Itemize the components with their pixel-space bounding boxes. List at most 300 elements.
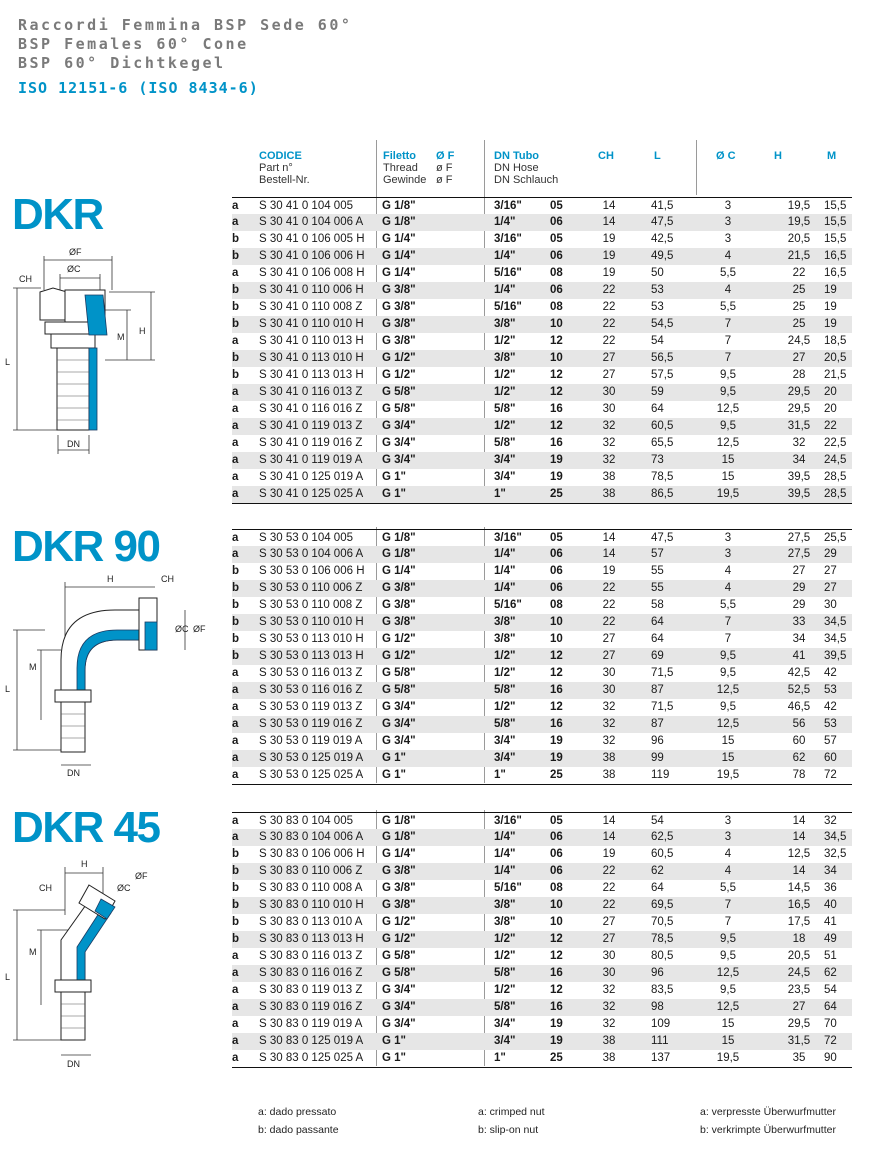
cell-ch: 27 [602,916,616,928]
cell-code: S 30 53 0 116 016 Z [259,684,363,696]
header-codice: CODICE Part n° Bestell-Nr. [259,150,310,186]
cell-tube: 1" [494,769,506,781]
cell-oc: 4 [724,582,732,594]
cell-l: 64 [651,882,664,894]
table-row [232,384,852,401]
cell-dn: 06 [550,831,563,843]
cell-l: 54 [651,335,664,347]
table-row [232,469,852,486]
cell-dn: 06 [550,548,563,560]
cell-tube: 3/4" [494,1035,516,1047]
cell-oc: 4 [724,250,732,262]
cell-thread: G 1/2" [382,933,416,945]
cell-code: S 30 41 0 116 013 Z [259,386,363,398]
label-ch: CH [39,883,52,893]
cell-ch: 27 [602,369,616,381]
cell-tube: 1/2" [494,933,516,945]
cell-ch: 14 [602,200,616,212]
cell-thread: G 1/2" [382,369,416,381]
cell-m: 28,5 [824,471,847,483]
cell-l: 83,5 [651,984,674,996]
cell-l: 70,5 [651,916,674,928]
cell-code: S 30 53 0 110 008 Z [259,599,363,611]
cell-ch: 22 [602,899,616,911]
cell-type: a [232,403,239,415]
legend-italian: a: dado pressato b: dado passante [258,1106,339,1136]
cell-thread: G 5/8" [382,684,416,696]
cell-ch: 38 [602,488,616,500]
cell-thread: G 5/8" [382,967,416,979]
cell-m: 51 [824,950,837,962]
table-row [232,982,852,999]
cell-code: S 30 83 0 104 006 A [259,831,364,843]
cell-type: a [232,1035,239,1047]
cell-m: 32 [824,815,837,827]
cell-thread: G 5/8" [382,950,416,962]
cell-m: 42 [824,701,837,713]
cell-thread: G 3/8" [382,865,416,877]
cell-h: 12,5 [787,848,811,860]
cell-h: 14 [792,815,806,827]
cell-dn: 10 [550,318,563,330]
cell-type: a [232,967,239,979]
table-row [232,733,852,750]
label-l: L [5,357,11,367]
cell-oc: 15 [721,735,735,747]
cell-h: 56 [792,718,806,730]
cell-h: 28 [792,369,806,381]
table-row [232,197,852,215]
cell-m: 57 [824,735,837,747]
cell-oc: 19,5 [716,769,740,781]
cell-m: 29 [824,548,837,560]
table-row [232,1016,852,1033]
title-german: BSP 60° Dichtkegel [18,54,226,72]
cell-l: 54 [651,815,664,827]
cell-tube: 3/16" [494,815,522,827]
cell-h: 20,5 [787,233,811,245]
cell-m: 34 [824,865,837,877]
cell-h: 29 [792,599,806,611]
table-row [232,614,852,631]
cell-oc: 19,5 [716,488,740,500]
cell-code: S 30 83 0 119 013 Z [259,984,363,996]
label-of: ØF [135,871,148,881]
cell-tube: 1" [494,1052,506,1064]
cell-h: 14,5 [787,882,811,894]
cell-oc: 7 [724,352,732,364]
cell-l: 58 [651,599,664,611]
cell-dn: 16 [550,437,563,449]
label-oc: ØC [67,264,81,274]
cell-l: 71,5 [651,701,674,713]
cell-h: 23,5 [787,984,811,996]
cell-thread: G 1/4" [382,250,416,262]
cell-type: a [232,1001,239,1013]
cell-tube: 5/8" [494,1001,516,1013]
cell-oc: 9,5 [720,701,736,713]
cell-ch: 19 [602,233,616,245]
header-m: M [827,150,837,162]
cell-code: S 30 53 0 113 010 H [259,633,364,645]
cell-type: a [232,984,239,996]
cell-h: 29,5 [787,386,811,398]
cell-tube: 1/4" [494,831,516,843]
cell-type: a [232,718,239,730]
cell-l: 73 [651,454,664,466]
cell-dn: 12 [550,933,563,945]
label-oc: ØC [117,883,131,893]
cell-ch: 14 [602,831,616,843]
cell-l: 62 [651,865,664,877]
table-row [232,631,852,648]
cell-oc: 4 [724,284,732,296]
label-l: L [5,684,11,694]
label-dn: DN [67,768,80,778]
cell-tube: 5/8" [494,718,516,730]
label-m: M [29,662,37,672]
cell-ch: 27 [602,650,616,662]
cell-oc: 4 [724,848,732,860]
table-row [232,914,852,931]
cell-dn: 16 [550,967,563,979]
cell-code: S 30 41 0 110 010 H [259,318,364,330]
cell-ch: 32 [602,984,616,996]
cell-dn: 06 [550,865,563,877]
cell-type: b [232,933,240,945]
cell-dn: 06 [550,250,563,262]
header-l: L [654,150,661,162]
cell-dn: 25 [550,1052,563,1064]
cell-ch: 22 [602,865,616,877]
table-row [232,546,852,563]
cell-thread: G 3/8" [382,284,416,296]
cell-ch: 22 [602,335,616,347]
cell-oc: 9,5 [720,650,736,662]
iso-standard: ISO 12151-6 (ISO 8434-6) [18,79,259,97]
cell-dn: 12 [550,386,563,398]
table-row [232,965,852,982]
cell-m: 60 [824,752,837,764]
cell-oc: 3 [724,548,732,560]
cell-h: 60 [792,735,806,747]
cell-l: 62,5 [651,831,674,843]
cell-type: a [232,815,239,827]
cell-dn: 16 [550,684,563,696]
cell-ch: 32 [602,420,616,432]
cell-code: S 30 41 0 104 005 [259,200,353,212]
cell-code: S 30 53 0 104 005 [259,532,353,544]
cell-oc: 15 [721,454,735,466]
cell-thread: G 1/4" [382,233,416,245]
cell-code: S 30 53 0 110 010 H [259,616,364,628]
cell-m: 53 [824,684,837,696]
cell-code: S 30 41 0 106 008 H [259,267,365,279]
cell-l: 59 [651,386,664,398]
legend-english: a: crimped nut b: slip-on nut [478,1106,545,1136]
cell-thread: G 1/4" [382,565,416,577]
cell-l: 98 [651,1001,664,1013]
cell-tube: 3/16" [494,233,522,245]
cell-tube: 1/2" [494,420,516,432]
cell-oc: 3 [724,532,732,544]
cell-dn: 06 [550,848,563,860]
cell-h: 39,5 [787,488,811,500]
label-ch: CH [19,274,32,284]
cell-thread: G 5/8" [382,667,416,679]
cell-m: 62 [824,967,837,979]
cell-dn: 08 [550,882,563,894]
cell-ch: 22 [602,882,616,894]
cell-h: 27 [792,352,806,364]
cell-thread: G 3/4" [382,1018,416,1030]
cell-thread: G 3/4" [382,454,416,466]
column-divider [696,140,697,195]
cell-m: 15,5 [824,233,847,245]
cell-thread: G 3/8" [382,899,416,911]
cell-oc: 12,5 [716,718,740,730]
cell-type: b [232,318,240,330]
cell-oc: 7 [724,335,732,347]
cell-tube: 3/4" [494,454,516,466]
cell-ch: 32 [602,454,616,466]
cell-thread: G 1" [382,769,406,781]
cell-thread: G 3/4" [382,735,416,747]
cell-oc: 5,5 [720,599,736,611]
cell-h: 25 [792,318,806,330]
label-oc: ØC [175,624,189,634]
cell-m: 30 [824,599,837,611]
cell-l: 86,5 [651,488,674,500]
cell-ch: 19 [602,250,616,262]
cell-dn: 12 [550,650,563,662]
cell-tube: 1/2" [494,701,516,713]
cell-h: 34 [792,633,806,645]
table-row [232,248,852,265]
cell-m: 19 [824,318,837,330]
cell-thread: G 3/4" [382,984,416,996]
cell-m: 34,5 [824,633,847,645]
cell-dn: 08 [550,267,563,279]
cell-m: 40 [824,899,837,911]
cell-oc: 7 [724,633,732,645]
cell-code: S 30 83 0 125 019 A [259,1035,364,1047]
cell-m: 21,5 [824,369,847,381]
cell-code: S 30 53 0 113 013 H [259,650,364,662]
cell-type: a [232,437,239,449]
header-of: Ø F ø F ø F [436,150,455,186]
cell-m: 49 [824,933,837,945]
cell-ch: 22 [602,616,616,628]
table-row [232,812,852,830]
cell-dn: 12 [550,369,563,381]
cell-l: 55 [651,582,664,594]
cell-oc: 9,5 [720,369,736,381]
cell-oc: 12,5 [716,403,740,415]
table-row [232,418,852,435]
table-row [232,750,852,767]
cell-dn: 12 [550,420,563,432]
cell-code: S 30 53 0 125 019 A [259,752,364,764]
cell-type: a [232,532,239,544]
table-row [232,265,852,282]
cell-dn: 06 [550,216,563,228]
cell-dn: 10 [550,616,563,628]
header-filetto: Filetto Thread Gewinde [383,150,427,186]
cell-ch: 30 [602,950,616,962]
cell-l: 42,5 [651,233,674,245]
table-row [232,231,852,248]
table-row [232,665,852,682]
cell-code: S 30 83 0 110 010 H [259,899,364,911]
cell-m: 54 [824,984,837,996]
family-title-dkr45: DKR 45 [12,803,160,852]
table-row [232,486,852,504]
cell-l: 50 [651,267,664,279]
cell-code: S 30 41 0 110 006 H [259,284,364,296]
cell-ch: 22 [602,301,616,313]
cell-m: 32,5 [824,848,847,860]
cell-l: 109 [651,1018,671,1030]
cell-thread: G 1/4" [382,848,416,860]
cell-type: b [232,865,240,877]
cell-code: S 30 83 0 113 013 H [259,933,364,945]
cell-l: 55 [651,565,664,577]
cell-dn: 12 [550,984,563,996]
cell-m: 16,5 [824,267,847,279]
cell-oc: 15 [721,752,735,764]
cell-m: 42 [824,667,837,679]
cell-thread: G 3/8" [382,616,416,628]
cell-ch: 22 [602,284,616,296]
dkr-straight-fitting-drawing [5,240,205,470]
cell-tube: 1/2" [494,950,516,962]
cell-oc: 9,5 [720,667,736,679]
cell-type: a [232,420,239,432]
cell-tube: 3/4" [494,735,516,747]
cell-dn: 10 [550,352,563,364]
cell-thread: G 3/4" [382,718,416,730]
cell-m: 25,5 [824,532,847,544]
cell-thread: G 1/8" [382,200,416,212]
cell-code: S 30 41 0 125 019 A [259,471,364,483]
table-row [232,350,852,367]
cell-l: 54,5 [651,318,674,330]
cell-h: 21,5 [787,250,811,262]
table-row [232,401,852,418]
cell-ch: 14 [602,548,616,560]
cell-m: 27 [824,565,837,577]
cell-h: 62 [792,752,806,764]
cell-m: 19 [824,284,837,296]
cell-tube: 3/4" [494,1018,516,1030]
cell-thread: G 1/8" [382,815,416,827]
cell-h: 42,5 [787,667,811,679]
cell-m: 15,5 [824,216,847,228]
cell-code: S 30 83 0 106 006 H [259,848,365,860]
cell-ch: 30 [602,967,616,979]
cell-type: a [232,950,239,962]
cell-l: 99 [651,752,664,764]
cell-ch: 32 [602,1018,616,1030]
cell-l: 65,5 [651,437,674,449]
cell-type: b [232,899,240,911]
cell-l: 111 [651,1035,669,1047]
cell-h: 20,5 [787,950,811,962]
cell-m: 20,5 [824,352,847,364]
label-dn: DN [67,439,80,449]
cell-type: b [232,284,240,296]
cell-tube: 1/2" [494,369,516,381]
cell-l: 57 [651,548,664,560]
cell-h: 35 [792,1052,806,1064]
cell-oc: 7 [724,916,732,928]
cell-oc: 12,5 [716,684,740,696]
table-row [232,563,852,580]
cell-tube: 3/8" [494,352,516,364]
cell-oc: 5,5 [720,301,736,313]
cell-l: 80,5 [651,950,674,962]
cell-m: 64 [824,1001,837,1013]
cell-h: 14 [792,865,806,877]
cell-l: 87 [651,718,664,730]
cell-ch: 14 [602,815,616,827]
cell-ch: 19 [602,565,616,577]
cell-oc: 7 [724,899,732,911]
cell-ch: 32 [602,735,616,747]
cell-dn: 25 [550,769,563,781]
cell-code: S 30 83 0 113 010 A [259,916,363,928]
cell-tube: 1/4" [494,284,516,296]
cell-oc: 12,5 [716,1001,740,1013]
cell-m: 53 [824,718,837,730]
cell-h: 27,5 [787,548,811,560]
cell-type: b [232,233,240,245]
cell-tube: 3/16" [494,200,522,212]
cell-oc: 15 [721,471,735,483]
cell-tube: 5/8" [494,403,516,415]
cell-ch: 22 [602,599,616,611]
label-h: H [139,326,146,336]
cell-type: a [232,267,239,279]
cell-oc: 3 [724,831,732,843]
cell-tube: 1/2" [494,667,516,679]
cell-dn: 05 [550,532,563,544]
cell-l: 60,5 [651,420,674,432]
cell-type: b [232,599,240,611]
cell-tube: 3/16" [494,532,522,544]
cell-l: 69,5 [651,899,674,911]
cell-m: 27 [824,582,837,594]
cell-type: a [232,335,239,347]
label-ch: CH [161,574,174,584]
cell-ch: 32 [602,437,616,449]
cell-code: S 30 53 0 106 006 H [259,565,365,577]
cell-ch: 14 [602,216,616,228]
cell-oc: 15 [721,1018,735,1030]
cell-tube: 1/4" [494,865,516,877]
title-block [18,16,352,97]
cell-l: 137 [651,1052,671,1064]
cell-tube: 5/16" [494,267,522,279]
cell-code: S 30 41 0 104 006 A [259,216,364,228]
cell-type: b [232,848,240,860]
cell-tube: 3/8" [494,916,516,928]
cell-thread: G 1/2" [382,916,416,928]
cell-thread: G 3/8" [382,301,416,313]
cell-thread: G 5/8" [382,386,416,398]
table-row [232,863,852,880]
